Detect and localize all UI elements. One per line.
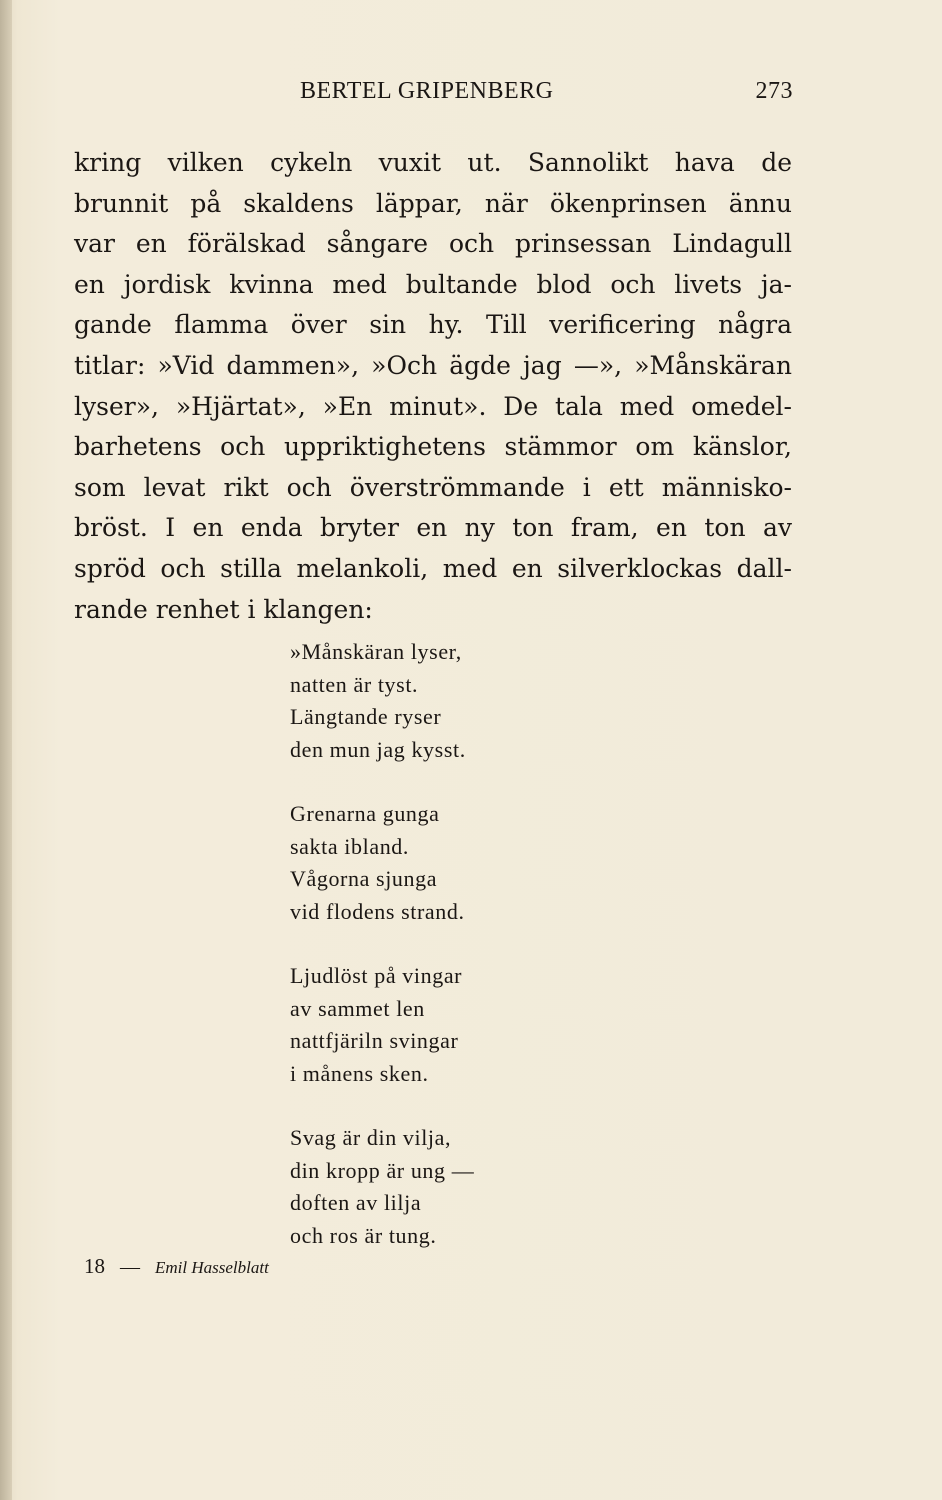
prose-line: var en förälskad sångare och prinsessan Lindagull: [74, 229, 792, 259]
verse-line: Grenarna gunga: [290, 801, 440, 826]
prose-line: bröst. I en enda bryter en ny ton fram, en ton av: [74, 513, 792, 543]
signature-dash: —: [120, 1256, 140, 1278]
verse-line: den mun jag kysst.: [290, 736, 466, 762]
verse-line: sakta ibland.: [290, 833, 409, 859]
page-number: 273: [755, 78, 793, 104]
verse-line: natten är tyst.: [290, 671, 419, 697]
prose-line: en jordisk kvinna med bultande blod och livets ja-: [74, 269, 792, 299]
verse-line: din kropp är ung —: [290, 1157, 475, 1183]
verse-line: i månens sken.: [290, 1060, 429, 1086]
verse-line: »Månskäran lyser,: [290, 639, 462, 664]
poem-stanza-2: [290, 798, 590, 928]
verse-line: vid flodens strand.: [290, 898, 465, 924]
prose-line: titlar: »Vid dammen», »Och ägde jag —», »Månskäran: [74, 350, 792, 380]
prose-line: rande renhet i klangen:: [74, 594, 373, 624]
prose-line: kring vilken cykeln vuxit ut. Sannolikt hava de: [74, 148, 792, 177]
poem-stanza-3: [290, 960, 590, 1090]
verse-line: och ros är tung.: [290, 1222, 437, 1248]
running-head: [300, 78, 793, 112]
verse-line: Svag är din vilja,: [290, 1125, 452, 1150]
running-head-author: BERTEL GRIPENBERG: [300, 78, 554, 104]
prose-line: spröd och stilla melankoli, med en silverklockas dall-: [74, 553, 792, 583]
prose-line: som levat rikt och överströmmande i ett människo-: [74, 472, 792, 502]
prose-line: gande flamma över sin hy. Till verificering några: [74, 310, 792, 340]
verse-line: Ljudlöst på vingar: [290, 963, 463, 988]
binding-edge: [0, 0, 12, 1500]
prose-paragraph: [74, 143, 792, 630]
poem: [290, 636, 590, 1284]
verse-line: nattfjäriln svingar: [290, 1028, 459, 1053]
printer-signature: [84, 1254, 269, 1279]
prose-line: barhetens och uppriktighetens stämmor om känslor,: [74, 432, 792, 462]
signature-number: 18: [84, 1254, 105, 1278]
prose-line: lyser», »Hjärtat», »En minut». De tala med omedel-: [74, 391, 792, 421]
prose-line: brunnit på skaldens läppar, när ökenprinsen ännu: [74, 188, 792, 218]
verse-line: doften av lilja: [290, 1190, 422, 1215]
poem-stanza-4: [290, 1122, 590, 1252]
poem-stanza-1: [290, 636, 590, 766]
printer-name: Emil Hasselblatt: [155, 1258, 269, 1277]
verse-line: Längtande ryser: [290, 704, 442, 729]
verse-line: av sammet len: [290, 995, 425, 1021]
verse-line: Vågorna sjunga: [290, 866, 438, 891]
